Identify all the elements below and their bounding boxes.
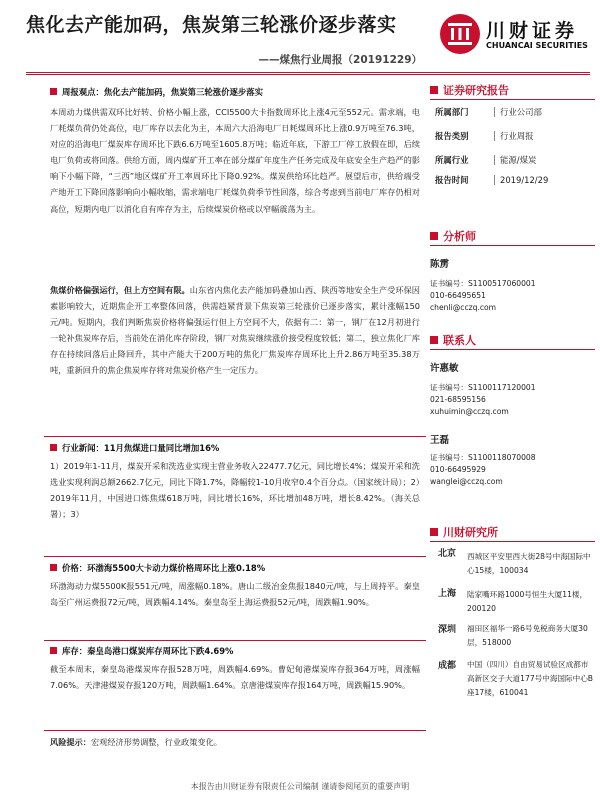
contact-cert: 证书编号：S1100117120001 — [430, 383, 536, 392]
contact-card — [430, 360, 595, 418]
summary-paragraph: 本周动力煤供需双环比好转、价格小幅上涨，CCI5500大卡指数周环比上涨4元至552元。需求端，电厂耗煤负荷仍处高位，电厂库存以去化为主，本周六大沿海电厂日耗煤周环比上涨0.9万吨至76.3吨，对应的沿海电厂煤炭库存周环比下跌6.6万吨至1605.8万吨；临近年底，下游工厂停工放假在即，后续电厂负荷或将回落。供给方面，周内煤矿开工率在部分煤矿年度生产任务完成及年底安全生产趋严的影响下小幅下降，“三西”地区煤矿开工率周环比下降0.92%。煤炭供给环比趋严。展望后市，供给端受产地开工下降回落影响向小幅收缩，需求端电厂耗煤负荷季节性回落，综合考虑到当前电厂库存仍相对高位，短期内电厂以消化自有库存为主，后续煤炭价格或以窄幅震荡为主。 — [50, 107, 420, 214]
sidebar — [430, 82, 595, 98]
summary-heading: 周报观点：焦化去产能加码，焦炭第三轮涨价逐步落实 — [50, 84, 420, 100]
info-row-category: 报告类别 行业周报 — [435, 131, 534, 141]
coking-coal-paragraph — [50, 282, 420, 379]
bullet-square-icon — [50, 564, 57, 571]
contact-name: 王磊 — [430, 435, 450, 446]
analyst-email[interactable]: chenli@cczq.com — [430, 303, 497, 312]
office-city: 上海 — [438, 589, 457, 599]
institute-heading: 川财研究所 — [430, 524, 595, 540]
sidebar-divider — [430, 245, 595, 246]
price-paragraph: 环渤海动力煤5500K报551元/吨，周涨幅0.18%。唐山二级冶金焦报1840元/吨，与上周持平。秦皇岛至广州运费报72元/吨，周跌幅4.14%。秦皇岛至上海运费报52元/吨，周跌幅1.90%。 — [50, 581, 420, 608]
contact-cert: 证书编号：S1100118070008 — [430, 453, 536, 462]
coking-coal-lead: 焦煤价格偏强运行，但上方空间有限。 — [50, 285, 190, 295]
company-logo — [440, 14, 590, 58]
news-heading: 行业新闻：11月焦煤进口量同比增加16% — [50, 440, 420, 456]
analyst-name: 陈雳 — [430, 259, 450, 270]
office-city: 成都 — [438, 661, 457, 671]
price-heading: 价格：环渤海5500大卡动力煤价格周环比上涨0.18% — [50, 560, 420, 576]
office-address: 福田区福华一路6号免税商务大厦30层，518000 — [467, 624, 588, 647]
report-title: 焦化去产能加码，焦炭第三轮涨价逐步落实 — [26, 14, 397, 36]
analyst-cert: 证书编号：S1100517060001 — [430, 279, 536, 288]
report-info-table — [430, 104, 595, 184]
sidebar-divider — [430, 541, 595, 542]
analyst-card — [430, 256, 595, 314]
report-info-heading: 证券研究报告 — [430, 82, 595, 98]
section-divider — [44, 640, 426, 641]
logo-mark-icon — [440, 14, 480, 54]
report-subtitle: ——煤焦行业周报（20191229） — [258, 54, 422, 66]
logo-name-en: CHUANCAI SECURITIES — [486, 41, 588, 50]
sidebar-divider — [430, 349, 595, 350]
contact-card — [430, 432, 595, 488]
office-address: 陆家嘴环路1000号恒生大厦11楼，200120 — [467, 590, 588, 613]
contact-heading: 联系人 — [430, 332, 595, 348]
risk-note: 风险提示：宏观经济形势调整，行业政策变化。 — [50, 737, 222, 747]
header-divider — [26, 72, 590, 73]
office-address: 西城区平安里西大街28号中海国际中心15楼，100034 — [467, 552, 591, 575]
section-divider — [44, 730, 426, 731]
stock-paragraph: 截至本周末，秦皇岛港煤炭库存报528万吨，周跌幅4.69%。曹妃甸港煤炭库存报364万吨，周涨幅7.06%。天津港煤炭存报120万吨，周跌幅1.64%。京唐港煤炭库存报164万吨，周跌幅15.90%。 — [50, 664, 420, 691]
contact-email[interactable]: xuhuimin@cczq.com — [430, 407, 509, 416]
info-row-industry: 所属行业 能源/煤炭 — [435, 155, 537, 165]
bullet-square-icon — [50, 647, 57, 654]
section-divider — [44, 436, 426, 437]
bullet-square-icon — [50, 444, 57, 451]
office-beijing — [430, 546, 595, 586]
office-chengdu — [430, 656, 595, 736]
analyst-heading: 分析师 — [430, 228, 595, 244]
office-city: 北京 — [438, 549, 457, 559]
contact-name: 许惠敏 — [430, 363, 459, 374]
page-footer: 本报告由川财证券有限责任公司编制 谨请参阅尾页的重要声明 — [190, 782, 410, 791]
office-address: 中国（四川）自由贸易试验区成都市高新区交子大道177号中海国际中心B座17楼，610041 — [467, 660, 594, 697]
coking-coal-text: 山东省内焦化去产能加码叠加山西、陕西等地安全生产受环保因素影响较大，近期焦企开工率整体回落，供需趋紧背景下焦炭第三轮涨价已逐步落实，累计涨幅150元/吨。短期内，我们判断焦炭价格将偏强运行但上方空间不大，依据有二：第一，钢厂在12月初进行一轮补焦炭库存后，当前处在消化库存阶段，钢厂对焦炭继续涨价接受程度较低；第二，独立焦化厂库存在持续回落后止降回升，其中产能大于200万吨的焦化厂焦炭库存周环比上升2.86万吨至35.38万吨，重新回升的焦企焦炭库存将对焦炭价格产生一定压力。 — [50, 285, 420, 376]
section-divider — [44, 556, 426, 557]
stock-heading: 库存：秦皇岛港口煤炭库存周环比下跌4.69% — [50, 643, 420, 659]
header-divider-2 — [26, 74, 590, 75]
info-row-date: 报告时间 2019/12/29 — [435, 175, 549, 185]
info-row-department: 所属部门 行业公司部 — [435, 107, 542, 117]
logo-name-cn: 川财证券 — [486, 20, 579, 42]
office-city: 深圳 — [438, 625, 457, 635]
contact-phone: 010-66495929 — [430, 465, 486, 474]
analyst-phone: 010-66495651 — [430, 291, 486, 300]
sidebar-divider — [430, 99, 595, 100]
contact-email[interactable]: wanglei@cczq.com — [430, 477, 503, 486]
contact-phone: 021-68595156 — [430, 395, 486, 404]
news-paragraph: 1）2019年1-11月，煤炭开采和洗选业实现主营业务收入22477.7亿元，同比增长4%；煤炭开采和洗选业实现利润总额2662.7亿元，同比下降1.7%，降幅较1-10月收窄0.4个百分点。（国家统计局）；2）2019年11月，中国进口炼焦煤618万吨，同比增长16%，环比增加48万吨，增长8.42%。（海关总署）；3） — [50, 461, 420, 520]
bullet-square-icon — [50, 88, 57, 95]
office-shenzhen — [430, 618, 595, 658]
